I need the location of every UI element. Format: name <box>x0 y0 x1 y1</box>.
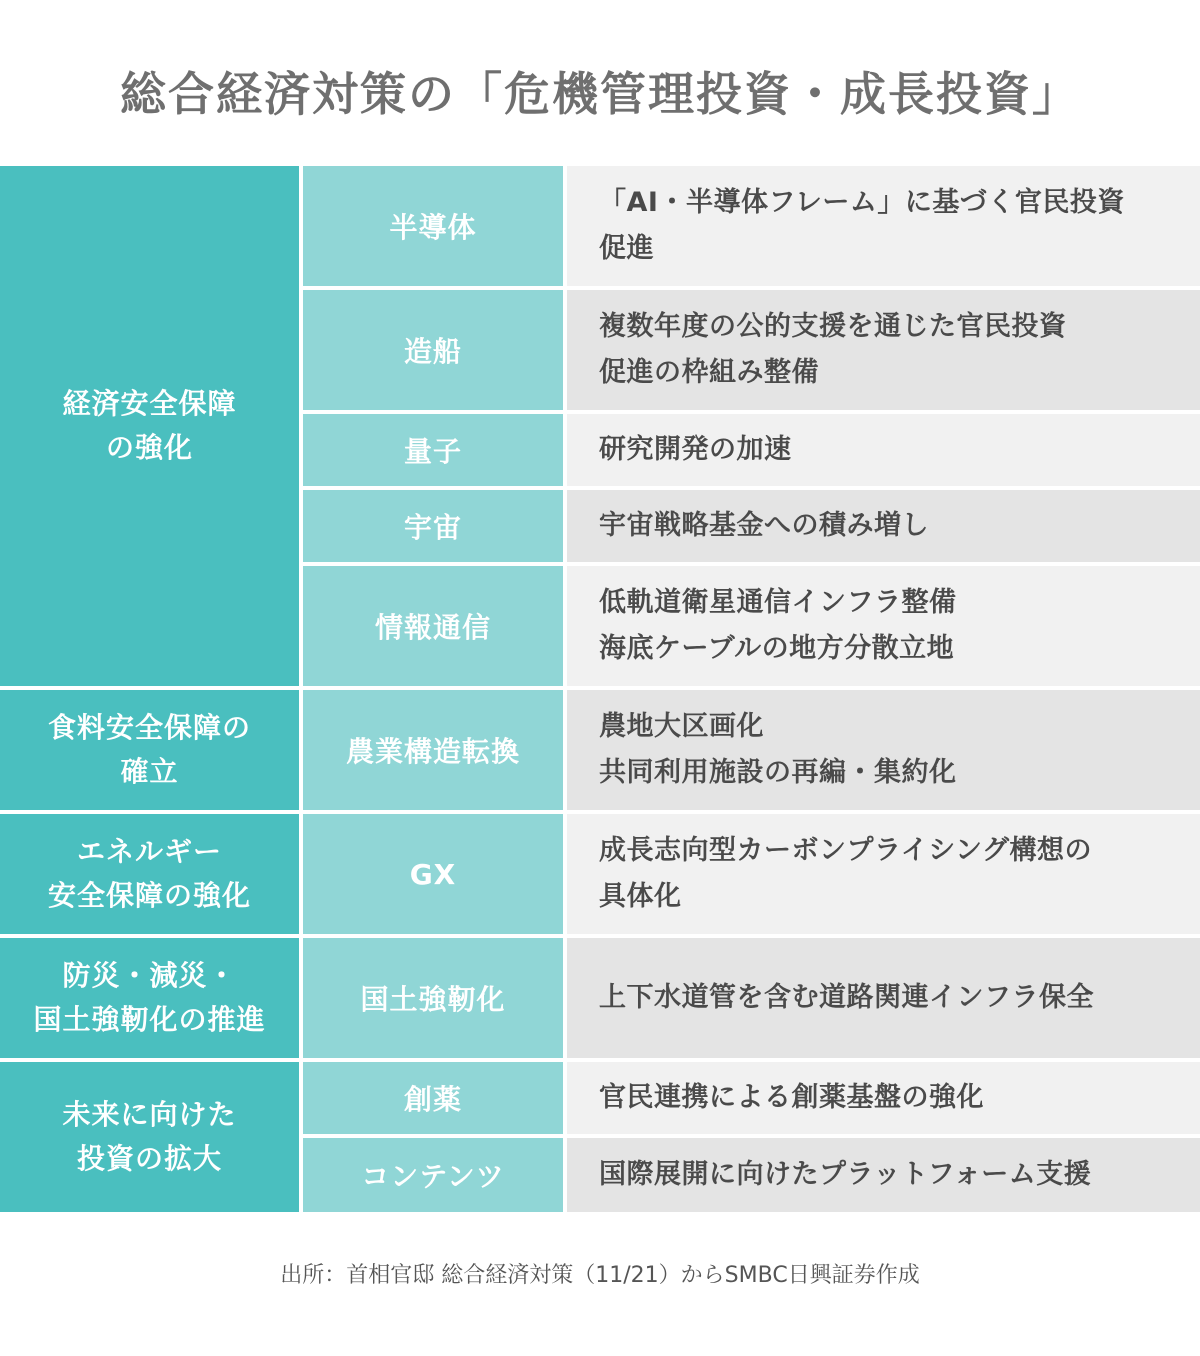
desc-line: 上下水道管を含む道路関連インフラ保全 <box>599 982 1094 1013</box>
desc-space <box>567 490 1200 562</box>
investment-table <box>0 166 1200 1212</box>
desc-line: 具体化 <box>599 881 682 912</box>
category-line: 確立 <box>120 755 179 788</box>
desc-gx <box>567 814 1200 934</box>
desc-semiconductor <box>567 166 1200 286</box>
field-agriculture: 農業構造転換 <box>303 690 563 810</box>
desc-line: 低軌道衛星通信インフラ整備 <box>599 587 957 618</box>
category-line: 未来に向けた <box>62 1098 237 1131</box>
desc-line: 共同利用施設の再編・集約化 <box>599 757 957 788</box>
desc-line: 研究開発の加速 <box>599 434 792 465</box>
desc-shipbuilding <box>567 290 1200 410</box>
desc-line: 農地大区画化 <box>599 711 764 742</box>
field-content: コンテンツ <box>303 1138 563 1212</box>
field-resilience: 国土強靭化 <box>303 938 563 1058</box>
field-semiconductor: 半導体 <box>303 166 563 286</box>
field-shipbuilding: 造船 <box>303 290 563 410</box>
desc-line: 成長志向型カーボンプライシング構想の <box>599 835 1092 866</box>
desc-line: 官民連携による創薬基盤の強化 <box>599 1082 984 1113</box>
category-food-security <box>0 690 299 810</box>
desc-resilience <box>567 938 1200 1058</box>
category-energy-security <box>0 814 299 934</box>
category-future-investment <box>0 1062 299 1212</box>
desc-line: 海底ケーブルの地方分散立地 <box>599 633 955 664</box>
category-line: 安全保障の強化 <box>47 879 251 912</box>
desc-line: 「AI・半導体フレーム」に基づく官民投資 <box>599 187 1125 218</box>
field-gx: GX <box>303 814 563 934</box>
field-telecom: 情報通信 <box>303 566 563 686</box>
desc-content <box>567 1138 1200 1212</box>
field-space: 宇宙 <box>303 490 563 562</box>
category-line: 経済安全保障 <box>62 387 237 420</box>
category-line: 防災・減災・ <box>62 959 237 992</box>
field-quantum: 量子 <box>303 414 563 486</box>
page-title: 総合経済対策の「危機管理投資・成長投資」 <box>120 67 1080 121</box>
category-line: 食料安全保障の <box>47 711 251 744</box>
category-line: の強化 <box>105 431 193 464</box>
desc-line: 促進 <box>599 233 654 264</box>
desc-line: 促進の枠組み整備 <box>599 357 819 388</box>
category-economic-security <box>0 166 299 686</box>
desc-line: 国際展開に向けたプラットフォーム支援 <box>599 1159 1092 1190</box>
source-note: 出所：首相官邸 総合経済対策（11/21）からSMBC日興証券作成 <box>280 1263 920 1288</box>
desc-agriculture <box>567 690 1200 810</box>
category-line: 国土強靭化の推進 <box>33 1003 266 1036</box>
category-disaster-prevention <box>0 938 299 1058</box>
desc-drug-discovery <box>567 1062 1200 1134</box>
field-drug-discovery: 創薬 <box>303 1062 563 1134</box>
desc-telecom <box>567 566 1200 686</box>
desc-line: 複数年度の公的支援を通じた官民投資 <box>599 311 1067 342</box>
desc-quantum <box>567 414 1200 486</box>
category-line: 投資の拡大 <box>76 1142 222 1175</box>
category-line: エネルギー <box>76 835 222 868</box>
desc-line: 宇宙戦略基金への積み増し <box>599 510 929 541</box>
